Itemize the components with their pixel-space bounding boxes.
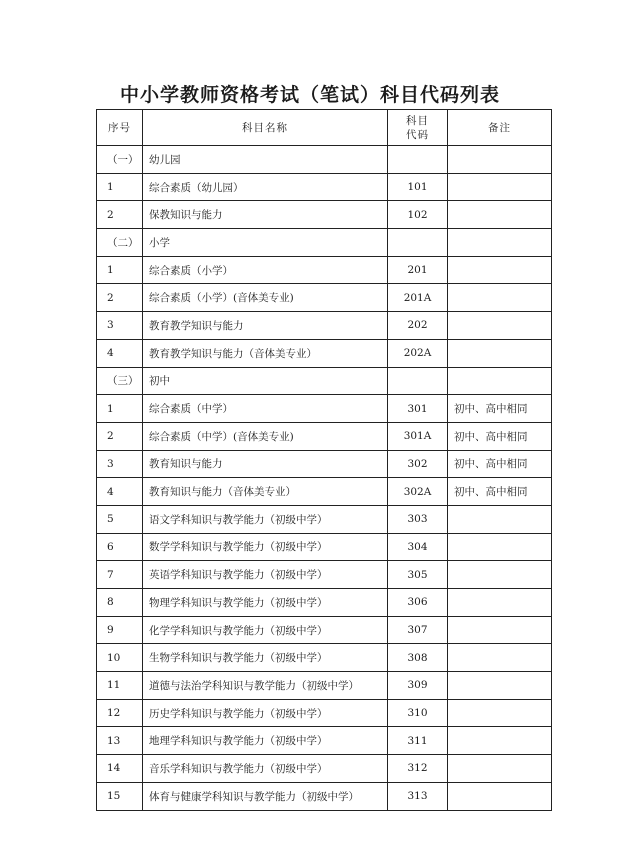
cell-name: 英语学科知识与教学能力（初级中学） — [143, 561, 388, 589]
cell-seq: （二） — [97, 229, 143, 257]
table-row — [97, 422, 552, 450]
table-row — [97, 782, 552, 810]
cell-seq: 12 — [97, 699, 143, 727]
cell-name: 化学学科知识与教学能力（初级中学） — [143, 616, 388, 644]
table-row — [97, 727, 552, 755]
cell-remark: 初中、高中相同 — [448, 422, 552, 450]
cell-remark — [448, 589, 552, 617]
cell-remark — [448, 616, 552, 644]
cell-remark — [448, 173, 552, 201]
cell-name: 历史学科知识与教学能力（初级中学） — [143, 699, 388, 727]
cell-remark — [448, 727, 552, 755]
cell-code — [388, 367, 448, 395]
cell-seq: 4 — [97, 339, 143, 367]
cell-seq: 3 — [97, 450, 143, 478]
cell-remark — [448, 256, 552, 284]
cell-name: 教育知识与能力 — [143, 450, 388, 478]
cell-name: 初中 — [143, 367, 388, 395]
header-code-line1: 科目 — [406, 114, 429, 127]
table-row — [97, 284, 552, 312]
cell-remark: 初中、高中相同 — [448, 478, 552, 506]
cell-name: 生物学科知识与教学能力（初级中学） — [143, 644, 388, 672]
table-row — [97, 256, 552, 284]
cell-code: 308 — [388, 644, 448, 672]
cell-seq: 4 — [97, 478, 143, 506]
cell-seq: 2 — [97, 422, 143, 450]
cell-seq: 10 — [97, 644, 143, 672]
cell-code: 309 — [388, 672, 448, 700]
cell-seq: 1 — [97, 395, 143, 423]
cell-remark — [448, 699, 552, 727]
cell-seq: 8 — [97, 589, 143, 617]
cell-code: 310 — [388, 699, 448, 727]
cell-name: 语文学科知识与教学能力（初级中学） — [143, 505, 388, 533]
cell-name: 小学 — [143, 229, 388, 257]
table-row — [97, 173, 552, 201]
table-row — [97, 505, 552, 533]
cell-name: 综合素质（小学）(音体美专业) — [143, 284, 388, 312]
cell-seq: 9 — [97, 616, 143, 644]
cell-name: 教育教学知识与能力 — [143, 312, 388, 340]
cell-remark — [448, 755, 552, 783]
cell-code: 313 — [388, 782, 448, 810]
subject-code-table — [96, 109, 552, 811]
table-row — [97, 644, 552, 672]
cell-seq: 3 — [97, 312, 143, 340]
cell-seq: 1 — [97, 173, 143, 201]
cell-code: 202A — [388, 339, 448, 367]
cell-code: 304 — [388, 533, 448, 561]
table-row — [97, 699, 552, 727]
cell-seq: 11 — [97, 672, 143, 700]
cell-code: 312 — [388, 755, 448, 783]
table-row — [97, 312, 552, 340]
cell-code: 301 — [388, 395, 448, 423]
cell-seq: 15 — [97, 782, 143, 810]
cell-name: 音乐学科知识与教学能力（初级中学） — [143, 755, 388, 783]
cell-remark — [448, 229, 552, 257]
cell-seq: 1 — [97, 256, 143, 284]
table-row — [97, 478, 552, 506]
cell-remark — [448, 672, 552, 700]
cell-remark: 初中、高中相同 — [448, 450, 552, 478]
cell-seq: 2 — [97, 201, 143, 229]
table-row — [97, 755, 552, 783]
table-row — [97, 672, 552, 700]
header-name: 科目名称 — [143, 110, 388, 146]
table-row — [97, 229, 552, 257]
cell-code: 303 — [388, 505, 448, 533]
cell-name: 综合素质（中学） — [143, 395, 388, 423]
cell-remark — [448, 312, 552, 340]
cell-code: 302 — [388, 450, 448, 478]
table-row — [97, 616, 552, 644]
cell-seq: 6 — [97, 533, 143, 561]
cell-code: 305 — [388, 561, 448, 589]
cell-name: 教育知识与能力（音体美专业） — [143, 478, 388, 506]
cell-code: 307 — [388, 616, 448, 644]
page-title: 中小学教师资格考试（笔试）科目代码列表 — [119, 84, 500, 106]
table-row — [97, 561, 552, 589]
cell-name: 物理学科知识与教学能力（初级中学） — [143, 589, 388, 617]
cell-name: 教育教学知识与能力（音体美专业） — [143, 339, 388, 367]
cell-seq: 14 — [97, 755, 143, 783]
cell-seq: （三） — [97, 367, 143, 395]
cell-seq: 5 — [97, 505, 143, 533]
table-row — [97, 533, 552, 561]
cell-name: 综合素质（中学）(音体美专业) — [143, 422, 388, 450]
cell-name: 综合素质（小学） — [143, 256, 388, 284]
cell-name: 幼儿园 — [143, 146, 388, 174]
header-seq: 序号 — [97, 110, 143, 146]
cell-name: 综合素质（幼儿园） — [143, 173, 388, 201]
cell-remark: 初中、高中相同 — [448, 395, 552, 423]
cell-remark — [448, 644, 552, 672]
cell-code: 102 — [388, 201, 448, 229]
cell-name: 体育与健康学科知识与教学能力（初级中学） — [143, 782, 388, 810]
cell-code: 302A — [388, 478, 448, 506]
cell-remark — [448, 284, 552, 312]
header-code-line2: 代码 — [406, 128, 429, 141]
cell-remark — [448, 782, 552, 810]
table-row — [97, 589, 552, 617]
cell-code: 311 — [388, 727, 448, 755]
cell-seq: 2 — [97, 284, 143, 312]
cell-name: 保教知识与能力 — [143, 201, 388, 229]
header-remark: 备注 — [448, 110, 552, 146]
table-row — [97, 339, 552, 367]
cell-code — [388, 229, 448, 257]
cell-code: 201A — [388, 284, 448, 312]
cell-remark — [448, 505, 552, 533]
cell-name: 道德与法治学科知识与教学能力（初级中学） — [143, 672, 388, 700]
table-row — [97, 367, 552, 395]
table-row — [97, 146, 552, 174]
cell-code: 306 — [388, 589, 448, 617]
cell-name: 地理学科知识与教学能力（初级中学） — [143, 727, 388, 755]
cell-remark — [448, 146, 552, 174]
table-row — [97, 450, 552, 478]
table-header-row — [97, 110, 552, 146]
header-code — [388, 110, 448, 146]
cell-seq: （一） — [97, 146, 143, 174]
table-row — [97, 201, 552, 229]
cell-remark — [448, 561, 552, 589]
cell-code: 201 — [388, 256, 448, 284]
cell-remark — [448, 339, 552, 367]
cell-code — [388, 146, 448, 174]
cell-seq: 13 — [97, 727, 143, 755]
cell-name: 数学学科知识与教学能力（初级中学） — [143, 533, 388, 561]
cell-code: 301A — [388, 422, 448, 450]
cell-code: 101 — [388, 173, 448, 201]
cell-remark — [448, 533, 552, 561]
cell-seq: 7 — [97, 561, 143, 589]
table-row — [97, 395, 552, 423]
cell-code: 202 — [388, 312, 448, 340]
cell-remark — [448, 367, 552, 395]
cell-remark — [448, 201, 552, 229]
